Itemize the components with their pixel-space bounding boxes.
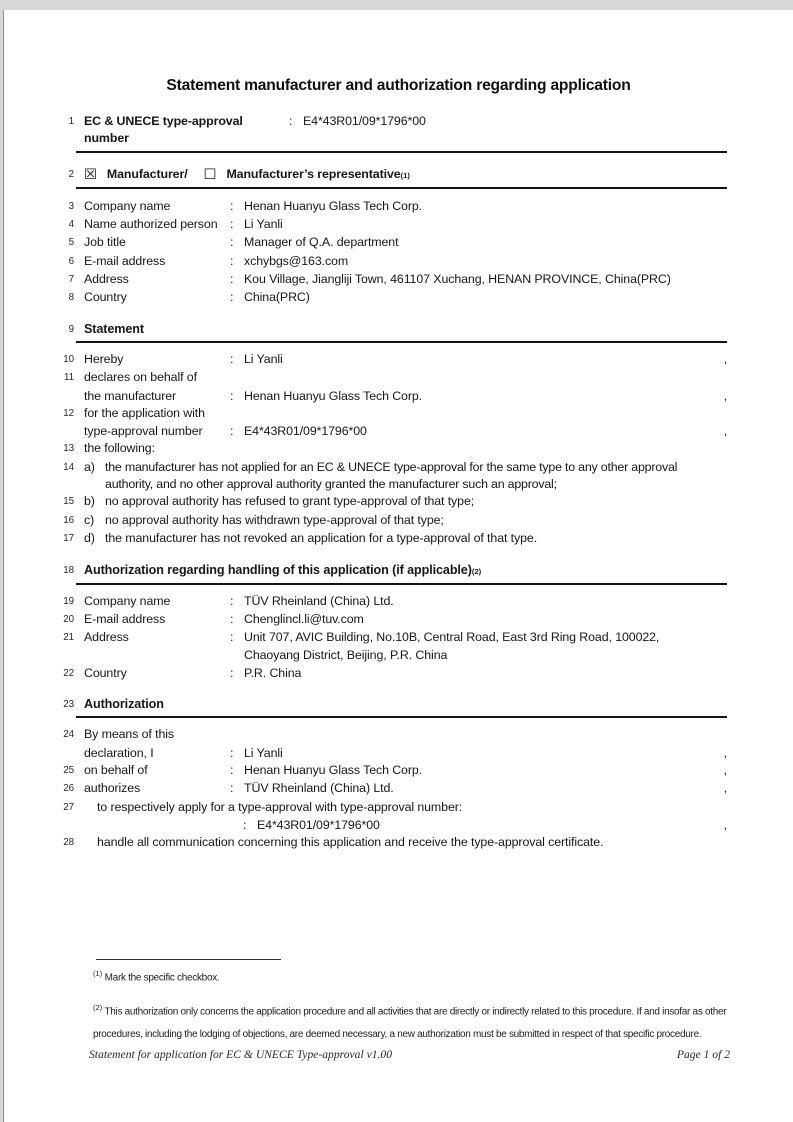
- section-divider: [76, 151, 727, 153]
- line-number: 8: [68, 292, 74, 304]
- field-label: Company name: [84, 198, 171, 213]
- colon: :: [230, 745, 234, 760]
- trailing-comma: ,: [723, 817, 727, 832]
- line-number: 25: [63, 764, 74, 776]
- field-label: By means of this: [84, 727, 174, 742]
- item-marker: a): [84, 459, 95, 474]
- colon: :: [230, 217, 234, 232]
- row-authorizes: [4, 780, 727, 798]
- field-value: Henan Huanyu Glass Tech Corp.: [244, 388, 423, 403]
- trailing-comma: ,: [723, 424, 727, 439]
- field-value: xchybgs@163.com: [244, 253, 349, 268]
- field-value: TÜV Rheinland (China) Ltd.: [244, 593, 394, 608]
- field-label: authorizes: [84, 781, 141, 796]
- manufacturer-checkbox-checked-icon[interactable]: ☒: [84, 166, 97, 183]
- field-value: Li Yanli: [244, 351, 283, 366]
- line-number: 21: [63, 632, 74, 644]
- colon: :: [230, 253, 234, 268]
- field-value: E4*43R01/09*1796*00: [257, 817, 380, 832]
- row-hereby: [4, 351, 727, 369]
- footer-document-name: Statement for application for EC & UNECE Type-approval v1.00: [89, 1048, 393, 1062]
- line-number: 28: [63, 837, 74, 849]
- line-number: 13: [63, 443, 74, 455]
- footnote-text: This authorization only concerns the application procedure and all activities that are directly or indirectly related to this procedure. If and insofar as other procedures, including the lodging of objections, are deemed necessary, a new authorization must be submitted in respect of that specific procedure.: [93, 1006, 727, 1041]
- row-application-line1: [4, 405, 727, 423]
- line-number: 22: [63, 667, 74, 679]
- colon: :: [230, 198, 234, 213]
- line-number: 18: [63, 565, 74, 577]
- footnote-text: Mark the specific checkbox.: [104, 972, 220, 984]
- statement-heading-row: [4, 321, 727, 339]
- field-label: on behalf of: [84, 762, 148, 777]
- line-number: 23: [63, 699, 74, 711]
- field-value: Chenglincl.li@tuv.com: [244, 611, 364, 626]
- footnote-2: [93, 996, 729, 1046]
- row-by-means-line2: [4, 745, 727, 762]
- section-heading: Statement: [84, 321, 144, 336]
- section-divider: [76, 716, 727, 718]
- item-text: the manufacturer has not applied for an EC & UNECE type-approval for the same type to any other approval authority, and no other approval authority granted the manufacturer such an approval;: [105, 459, 678, 492]
- footnote-ref-1: (1): [400, 170, 410, 180]
- row-declares-line2: [4, 388, 727, 405]
- line-number: 26: [63, 783, 74, 795]
- colon: :: [230, 630, 234, 645]
- line-number: 16: [63, 514, 74, 526]
- section-divider: [76, 187, 727, 189]
- field-value: China(PRC): [244, 290, 310, 305]
- row-by-means-line1: [4, 726, 727, 744]
- row-approval-number: [4, 113, 727, 148]
- colon: :: [230, 272, 234, 287]
- item-text: no approval authority has refused to grant type-approval of that type;: [105, 494, 475, 509]
- row-agent-country: [4, 665, 727, 683]
- line-number: 12: [63, 407, 74, 419]
- field-value: E4*43R01/09*1796*00: [244, 424, 367, 439]
- field-label: Job title: [84, 235, 126, 250]
- field-label: for the application with: [84, 405, 205, 420]
- field-value: P.R. China: [244, 665, 302, 680]
- line-number: 6: [68, 255, 74, 267]
- field-label: Address: [84, 272, 129, 287]
- trailing-comma: ,: [723, 781, 727, 796]
- field-value: Henan Huanyu Glass Tech Corp.: [244, 198, 423, 213]
- footnote-ref: (1): [93, 969, 103, 979]
- authorization-text: handle all communication concerning this application and receive the type-approval certificate.: [97, 835, 604, 850]
- line-number: 7: [68, 274, 74, 286]
- row-apply-text: [4, 799, 727, 817]
- row-body: [84, 113, 727, 148]
- field-value: Chaoyang District, Beijing, P.R. China: [244, 648, 448, 663]
- colon: :: [230, 235, 234, 250]
- representative-label: Manufacturer’s representative: [226, 166, 401, 181]
- colon: :: [230, 665, 234, 680]
- line-number: 3: [68, 200, 74, 212]
- trailing-comma: ,: [723, 745, 727, 760]
- footnote-1: [93, 967, 729, 985]
- line-number: 5: [68, 237, 74, 249]
- colon: :: [289, 114, 293, 128]
- row-company-name: [4, 198, 727, 216]
- authorization-text: to respectively apply for a type-approval with type-approval number:: [97, 799, 463, 814]
- colon: :: [230, 781, 234, 796]
- row-role-checkboxes: [4, 166, 727, 184]
- colon: :: [230, 593, 234, 608]
- handling-heading-row: [4, 562, 727, 580]
- row-body: [84, 166, 727, 184]
- representative-checkbox-unchecked-icon[interactable]: ☐: [203, 166, 217, 183]
- row-address: [4, 271, 727, 289]
- statement-item-c: [4, 512, 727, 530]
- statement-intro-text: the following:: [84, 441, 155, 456]
- row-agent-email: [4, 611, 727, 629]
- colon: :: [230, 351, 234, 366]
- row-application-line2: [4, 423, 727, 440]
- field-label: Name authorized person: [84, 217, 218, 232]
- field-label: declares on behalf of: [84, 370, 197, 385]
- line-number: 1: [68, 116, 74, 127]
- field-label: Country: [84, 665, 127, 680]
- section-divider: [76, 341, 727, 343]
- line-number: 14: [63, 461, 74, 473]
- line-number: 9: [68, 323, 74, 335]
- field-label: Hereby: [84, 351, 124, 366]
- item-text: the manufacturer has not revoked an application for a type-approval of that type.: [105, 530, 538, 545]
- trailing-comma: ,: [723, 762, 727, 777]
- field-label: declaration, I: [84, 745, 154, 760]
- line-number: 10: [63, 353, 74, 365]
- field-label: EC & UNECE type-approval number: [84, 114, 243, 146]
- field-value: Henan Huanyu Glass Tech Corp.: [244, 762, 423, 777]
- field-label: E-mail address: [84, 253, 166, 268]
- field-value: Li Yanli: [244, 217, 283, 232]
- row-declares-line1: [4, 369, 727, 387]
- section-divider: [76, 583, 727, 585]
- field-value: TÜV Rheinland (China) Ltd.: [244, 781, 394, 796]
- colon: :: [230, 290, 234, 305]
- colon: :: [230, 388, 234, 403]
- page-footer: [89, 1048, 730, 1061]
- statement-item-d: [4, 530, 727, 548]
- row-apply-number: [4, 817, 727, 834]
- item-marker: c): [84, 512, 95, 527]
- field-label: the manufacturer: [84, 388, 177, 403]
- row-country: [4, 289, 727, 307]
- line-number: 24: [63, 729, 74, 741]
- field-label: Country: [84, 290, 127, 305]
- page-title: Statement manufacturer and authorization regarding application: [166, 77, 631, 94]
- section-heading: Authorization: [84, 697, 164, 712]
- trailing-comma: ,: [723, 351, 727, 366]
- row-agent-company: [4, 593, 727, 611]
- footnote-ref: (2): [93, 1002, 103, 1012]
- line-number: 27: [63, 801, 74, 813]
- manufacturer-label: Manufacturer/: [106, 166, 188, 181]
- colon: :: [230, 611, 234, 626]
- section-heading: Authorization regarding handling of this application (if applicable): [84, 563, 472, 578]
- colon: :: [230, 424, 234, 439]
- row-agent-address-line2: [4, 647, 727, 664]
- row-authorized-person: [4, 216, 727, 234]
- item-marker: d): [84, 530, 95, 545]
- line-number: 11: [64, 372, 74, 384]
- line-number: 17: [63, 532, 74, 544]
- item-text: no approval authority has withdrawn type-approval of that type;: [105, 512, 444, 527]
- document-page: [3, 10, 793, 1122]
- statement-item-b: [4, 493, 727, 511]
- field-label: Address: [84, 630, 129, 645]
- field-label: Company name: [84, 593, 171, 608]
- trailing-comma: ,: [723, 388, 727, 403]
- line-number: 19: [63, 595, 74, 607]
- field-value: Kou Village, Jiangliji Town, 461107 Xuchang, HENAN PROVINCE, China(PRC): [244, 272, 671, 287]
- field-value: Li Yanli: [244, 745, 283, 760]
- footnote-divider: [96, 959, 281, 960]
- line-number: 15: [63, 496, 74, 508]
- row-the-following: [4, 440, 727, 458]
- row-on-behalf-of: [4, 762, 727, 780]
- footer-page-number: Page 1 of 2: [676, 1048, 730, 1062]
- field-value: E4*43R01/09*1796*00: [303, 114, 426, 128]
- authorization-heading-row: [4, 696, 727, 714]
- field-label: E-mail address: [84, 611, 166, 626]
- row-email: [4, 253, 727, 271]
- colon: :: [230, 762, 234, 777]
- line-number: 4: [68, 219, 74, 231]
- colon: :: [243, 817, 247, 832]
- field-value: Unit 707, AVIC Building, No.10B, Central Road, East 3rd Ring Road, 100022,: [244, 630, 660, 645]
- field-value: Manager of Q.A. department: [244, 235, 399, 250]
- item-marker: b): [84, 494, 95, 509]
- field-label: type-approval number: [84, 424, 203, 439]
- line-number: 2: [68, 168, 74, 180]
- row-agent-address-line1: [4, 629, 727, 647]
- row-job-title: [4, 234, 727, 252]
- footnote-ref-2: (2): [471, 567, 482, 577]
- statement-item-a: [4, 459, 727, 494]
- row-handle-communication: [4, 834, 727, 852]
- line-number: 20: [63, 613, 74, 625]
